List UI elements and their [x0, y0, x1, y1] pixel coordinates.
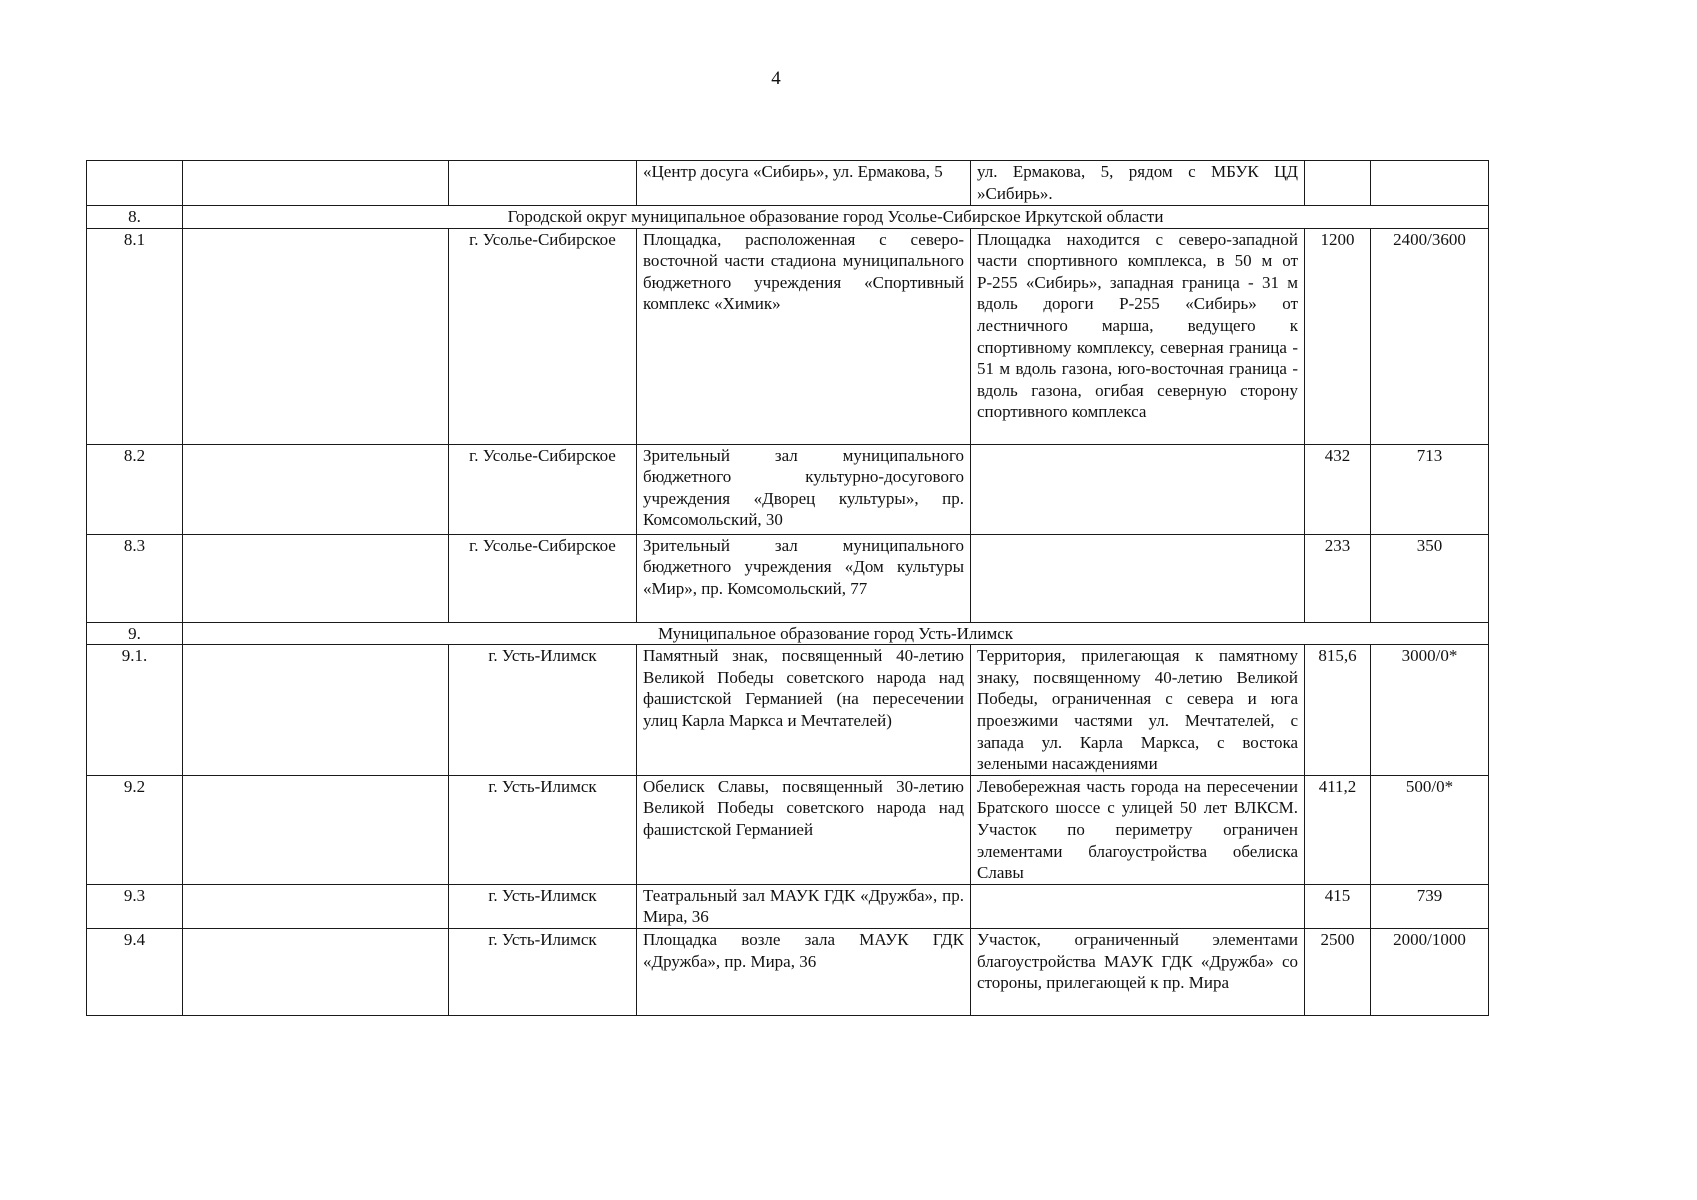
section-row: [87, 622, 1489, 645]
area-cell: 233: [1305, 534, 1371, 622]
description-cell: [971, 884, 1305, 928]
object-cell: Театральный зал МАУК ГДК «Дружба», пр. Мира, 36: [637, 884, 971, 928]
table-row: [87, 228, 1489, 444]
object-cell: Памятный знак, посвященный 40-летию Великой Победы советского народа над фашистской Германией (на пересечении улиц Карла Маркса и Мечтателей): [637, 645, 971, 776]
row-number-cell: 9.1.: [87, 645, 183, 776]
section-number-cell: 8.: [87, 206, 183, 229]
blank-cell: [183, 161, 449, 206]
venues-table: [86, 160, 1489, 1016]
area-cell: [1305, 161, 1371, 206]
blank-cell: [183, 928, 449, 1015]
blank-cell: [183, 645, 449, 776]
table-row: [87, 884, 1489, 928]
object-cell: Зрительный зал муниципального бюджетного учреждения «Дом культуры «Мир», пр. Комсомольский, 77: [637, 534, 971, 622]
city-cell: г. Усолье-Сибирское: [449, 228, 637, 444]
capacity-cell: 500/0*: [1371, 775, 1489, 884]
capacity-cell: [1371, 161, 1489, 206]
area-cell: 1200: [1305, 228, 1371, 444]
section-row: [87, 206, 1489, 229]
blank-cell: [183, 228, 449, 444]
blank-cell: [183, 444, 449, 534]
table-row: [87, 645, 1489, 776]
row-number-cell: [87, 161, 183, 206]
row-number-cell: 8.1: [87, 228, 183, 444]
capacity-cell: 2400/3600: [1371, 228, 1489, 444]
row-number-cell: 8.3: [87, 534, 183, 622]
object-cell: Площадка возле зала МАУК ГДК «Дружба», пр. Мира, 36: [637, 928, 971, 1015]
city-cell: г. Усолье-Сибирское: [449, 534, 637, 622]
capacity-cell: 2000/1000: [1371, 928, 1489, 1015]
page-number: 4: [771, 68, 781, 89]
section-number-cell: 9.: [87, 622, 183, 645]
description-cell: Участок, ограниченный элементами благоустройства МАУК ГДК «Дружба» со стороны, прилегающей к пр. Мира: [971, 928, 1305, 1015]
city-cell: [449, 161, 637, 206]
area-cell: 432: [1305, 444, 1371, 534]
row-number-cell: 9.4: [87, 928, 183, 1015]
table-row: [87, 928, 1489, 1015]
object-cell: Зрительный зал муниципального бюджетного культурно-досугового учреждения «Дворец культуры», пр. Комсомольский, 30: [637, 444, 971, 534]
city-cell: г. Усть-Илимск: [449, 884, 637, 928]
row-number-cell: 8.2: [87, 444, 183, 534]
table-row: [87, 775, 1489, 884]
area-cell: 411,2: [1305, 775, 1371, 884]
table-row: [87, 444, 1489, 534]
capacity-cell: 350: [1371, 534, 1489, 622]
description-cell: [971, 444, 1305, 534]
city-cell: г. Усть-Илимск: [449, 928, 637, 1015]
section-title-cell: Городской округ муниципальное образование город Усолье-Сибирское Иркутской области: [183, 206, 1489, 229]
description-cell: Левобережная часть города на пересечении Братского шоссе с улицей 50 лет ВЛКСМ. Участок по периметру ограничен элементами благоустройства обелиска Славы: [971, 775, 1305, 884]
row-number-cell: 9.2: [87, 775, 183, 884]
description-cell: ул. Ермакова, 5, рядом с МБУК ЦД »Сибирь».: [971, 161, 1305, 206]
table-row: [87, 161, 1489, 206]
area-cell: 2500: [1305, 928, 1371, 1015]
object-cell: «Центр досуга «Сибирь», ул. Ермакова, 5: [637, 161, 971, 206]
blank-cell: [183, 775, 449, 884]
area-cell: 415: [1305, 884, 1371, 928]
object-cell: Площадка, расположенная с северо-восточной части стадиона муниципального бюджетного учреждения «Спортивный комплекс «Химик»: [637, 228, 971, 444]
row-number-cell: 9.3: [87, 884, 183, 928]
capacity-cell: 713: [1371, 444, 1489, 534]
description-cell: [971, 534, 1305, 622]
description-cell: Территория, прилегающая к памятному знаку, посвященному 40-летию Великой Победы, ограниченная с севера и юга проезжими частями ул. Мечтателей, с запада ул. Карла Маркса, с востока зелеными насаждениями: [971, 645, 1305, 776]
capacity-cell: 739: [1371, 884, 1489, 928]
blank-cell: [183, 534, 449, 622]
city-cell: г. Усолье-Сибирское: [449, 444, 637, 534]
table-row: [87, 534, 1489, 622]
section-title-cell: Муниципальное образование город Усть-Илимск: [183, 622, 1489, 645]
capacity-cell: 3000/0*: [1371, 645, 1489, 776]
city-cell: г. Усть-Илимск: [449, 645, 637, 776]
area-cell: 815,6: [1305, 645, 1371, 776]
object-cell: Обелиск Славы, посвященный 30-летию Великой Победы советского народа над фашистской Германией: [637, 775, 971, 884]
venues-table-body: [87, 161, 1489, 1016]
description-cell: Площадка находится с северо-западной части спортивного комплекса, в 50 м от Р-255 «Сибирь», западная граница - 31 м вдоль дороги Р-255 «Сибирь» от лестничного марша, ведущего к спортивному комплексу, северная граница - 51 м вдоль газона, юго-восточная граница - вдоль газона, огибая северную сторону спортивного комплекса: [971, 228, 1305, 444]
blank-cell: [183, 884, 449, 928]
city-cell: г. Усть-Илимск: [449, 775, 637, 884]
